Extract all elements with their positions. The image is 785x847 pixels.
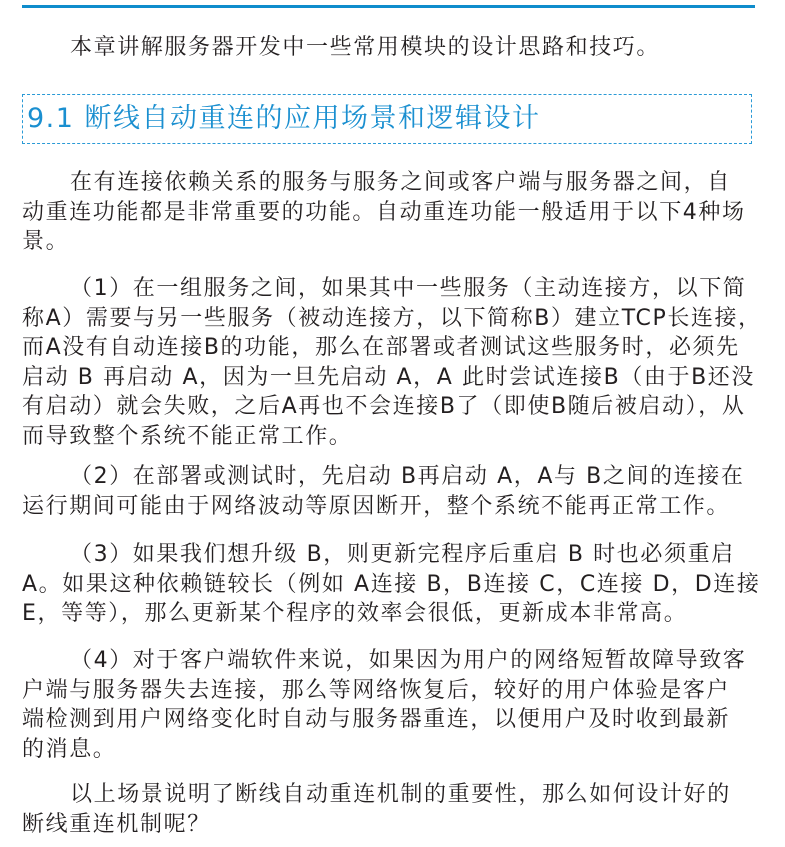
text-line: E，等等），那么更新某个程序的效率会很低，更新成本非常高。 (22, 601, 688, 626)
text-line: 有启动）就会失败，之后A再也不会连接B了（即使B随后被启动），从 (22, 394, 746, 419)
text-line: 而A没有自动连接B的功能，那么在部署或者测试这些服务时，必须先 (22, 335, 740, 360)
paragraph-6 (22, 780, 762, 839)
text-line: 而导致整个系统不能正常工作。 (22, 423, 353, 449)
text-line: 运行期间可能由于网络波动等原因断开，整个系统不能再正常工作。 (22, 493, 731, 519)
section-heading: 9.1 断线自动重连的应用场景和逻辑设计 (27, 103, 541, 134)
paragraph-4 (22, 540, 762, 629)
top-rule (22, 5, 755, 8)
text-line: 的消息。 (22, 736, 117, 762)
text-line: （4）对于客户端软件来说，如果因为用户的网络短暂故障导致客 (70, 648, 747, 673)
paragraph-5 (22, 646, 762, 764)
paragraph-1 (22, 168, 762, 257)
text-line: 称A）需要与另一些服务（被动连接方，以下简称B）建立TCP长连接， (22, 305, 762, 331)
text-line: 在有连接依赖关系的服务与服务之间或客户端与服务器之间，自 (70, 170, 731, 195)
text-line: 端检测到用户网络变化时自动与服务器重连，以便用户及时收到最新 (22, 707, 731, 732)
section-heading-box (22, 94, 752, 144)
text-line: （2）在部署或测试时，先启动 B再启动 A，A与 B之间的连接在 (70, 464, 745, 489)
text-line: 户端与服务器失去连接，那么等网络恢复后，较好的用户体验是客户 (22, 677, 731, 703)
paragraph-2 (22, 274, 762, 451)
text-line: （1）在一组服务之间，如果其中一些服务（主动连接方，以下简 (70, 276, 747, 301)
text-line: 断线重连机制呢？ (22, 811, 211, 837)
intro-paragraph (22, 33, 762, 63)
text-line: 动重连功能都是非常重要的功能。自动重连功能一般适用于以下4种场 (22, 199, 746, 225)
text-line: （3）如果我们想升级 B，则更新完程序后重启 B 时也必须重启 (70, 542, 735, 567)
text-line: A。如果这种依赖链较长（例如 A连接 B，B连接 C，C连接 D，D连接 (22, 571, 761, 597)
text-line: 景。 (22, 229, 70, 254)
paragraph-3 (22, 462, 762, 521)
text-line: 启动 B 再启动 A，因为一旦先启动 A，A 此时尝试连接B（由于B还没 (22, 364, 755, 390)
text-line: 以上场景说明了断线自动重连机制的重要性，那么如何设计好的 (70, 782, 731, 807)
intro-text: 本章讲解服务器开发中一些常用模块的设计思路和技巧。 (70, 35, 661, 60)
